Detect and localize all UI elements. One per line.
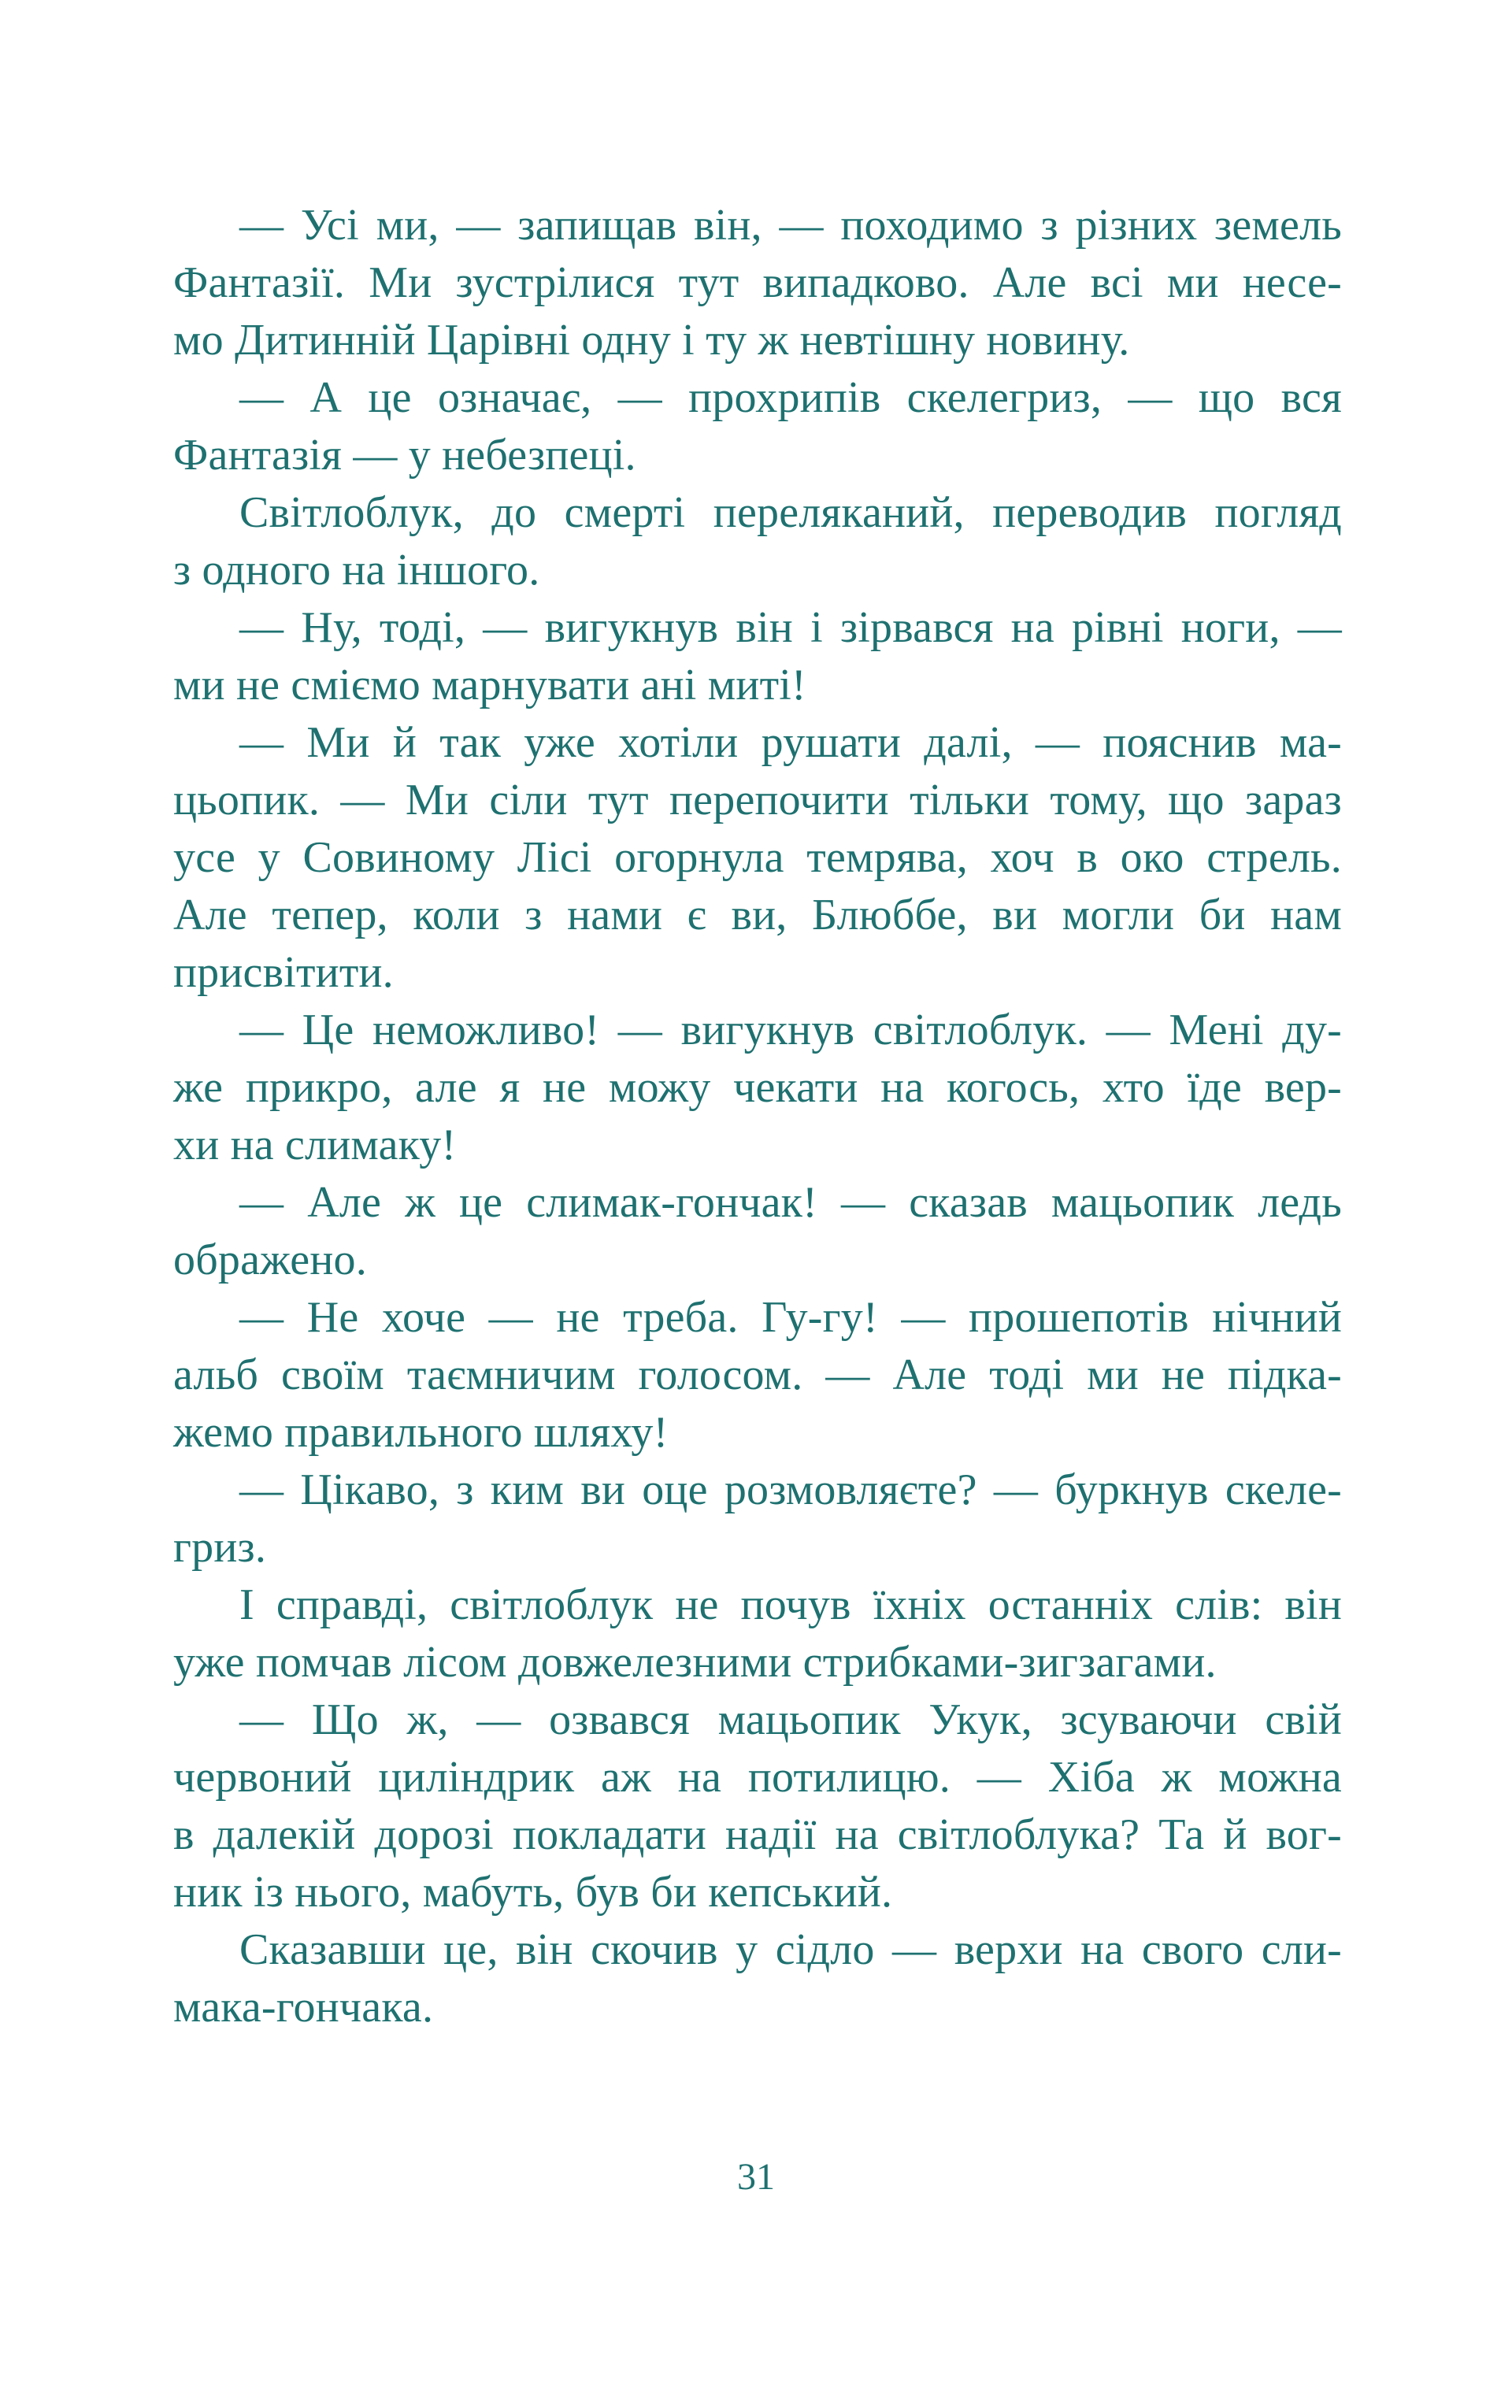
- paragraph: [173, 714, 1342, 1002]
- text-line: ник із нього, мабуть, був би кепський.: [173, 1868, 893, 1917]
- text-block: [173, 197, 1342, 2036]
- text-line: — А це означає, — прохрипів скелегриз, — що вся: [239, 373, 1342, 422]
- paragraph: [173, 1002, 1342, 1174]
- text-line: усе у Совиному Лісі огорнула темрява, хоч в око стрель.: [173, 833, 1342, 882]
- text-line: Фантазія — у небезпеці.: [173, 431, 636, 480]
- paragraph: [173, 1691, 1342, 1921]
- text-line: — Ну, тоді, — вигукнув він і зірвався на рівні ноги, —: [239, 603, 1342, 652]
- paragraph: [173, 1921, 1342, 2036]
- text-line: Але тепер, коли з нами є ви, Блюббе, ви могли би нам: [173, 891, 1342, 939]
- text-line: гриз.: [173, 1523, 267, 1572]
- text-line: же прикро, але я не можу чекати на когось, хто їде вер-: [173, 1063, 1342, 1112]
- text-line: — Не хоче — не треба. Гу-гу! — прошепотів нічний: [239, 1293, 1342, 1342]
- text-line: уже помчав лісом довжелезними стрибками-зигзагами.: [173, 1638, 1217, 1687]
- text-line: Світлоблук, до смерті переляканий, переводив погляд: [239, 488, 1342, 537]
- text-line: присвітити.: [173, 948, 394, 997]
- text-line: Фантазії. Ми зустрілися тут випадково. Але всі ми несе-: [173, 258, 1342, 307]
- text-line: Сказавши це, він скочив у сідло — верхи на свого сли-: [239, 1925, 1342, 1974]
- text-line: в далекій дорозі покладати надії на світлоблука? Та й вог-: [173, 1810, 1342, 1859]
- text-line: ображено.: [173, 1235, 367, 1284]
- text-line: — Цікаво, з ким ви оце розмовляєте? — буркнув скеле-: [239, 1465, 1342, 1514]
- text-line: І справді, світлоблук не почув їхніх останніх слів: він: [239, 1580, 1342, 1629]
- text-line: жемо правильного шляху!: [173, 1408, 669, 1457]
- paragraph: [173, 1461, 1342, 1576]
- text-line: мо Дитинній Царівні одну і ту ж невтішну новину.: [173, 316, 1130, 365]
- text-line: цьопик. — Ми сіли тут перепочити тільки тому, що зараз: [173, 776, 1342, 824]
- page-number: 31: [737, 2156, 775, 2198]
- text-line: з одного на іншого.: [173, 546, 540, 595]
- paragraph: [173, 599, 1342, 714]
- paragraph: [173, 369, 1342, 484]
- text-line: хи на слимаку!: [173, 1121, 457, 1169]
- text-line: — Що ж, — озвався мацьопик Укук, зсуваючи свій: [239, 1695, 1342, 1744]
- paragraph: [173, 1174, 1342, 1289]
- text-line: ми не сміємо марнувати ані миті!: [173, 661, 806, 709]
- text-line: — Це неможливо! — вигукнув світлоблук. — Мені ду-: [239, 1006, 1342, 1054]
- text-line: — Усі ми, — запищав він, — походимо з різних земель: [239, 201, 1342, 250]
- text-line: — Але ж це слимак-гончак! — сказав мацьопик ледь: [239, 1178, 1342, 1227]
- paragraph: [173, 484, 1342, 599]
- text-line: червоний циліндрик аж на потилицю. — Хіба ж можна: [173, 1753, 1342, 1802]
- paragraph: [173, 197, 1342, 369]
- text-line: мака-гончака.: [173, 1983, 434, 2032]
- text-line: альб своїм таємничим голосом. — Але тоді ми не підка-: [173, 1350, 1342, 1399]
- text-line: — Ми й так уже хотіли рушати далі, — пояснив ма-: [239, 718, 1342, 767]
- paragraph: [173, 1576, 1342, 1691]
- paragraph: [173, 1289, 1342, 1461]
